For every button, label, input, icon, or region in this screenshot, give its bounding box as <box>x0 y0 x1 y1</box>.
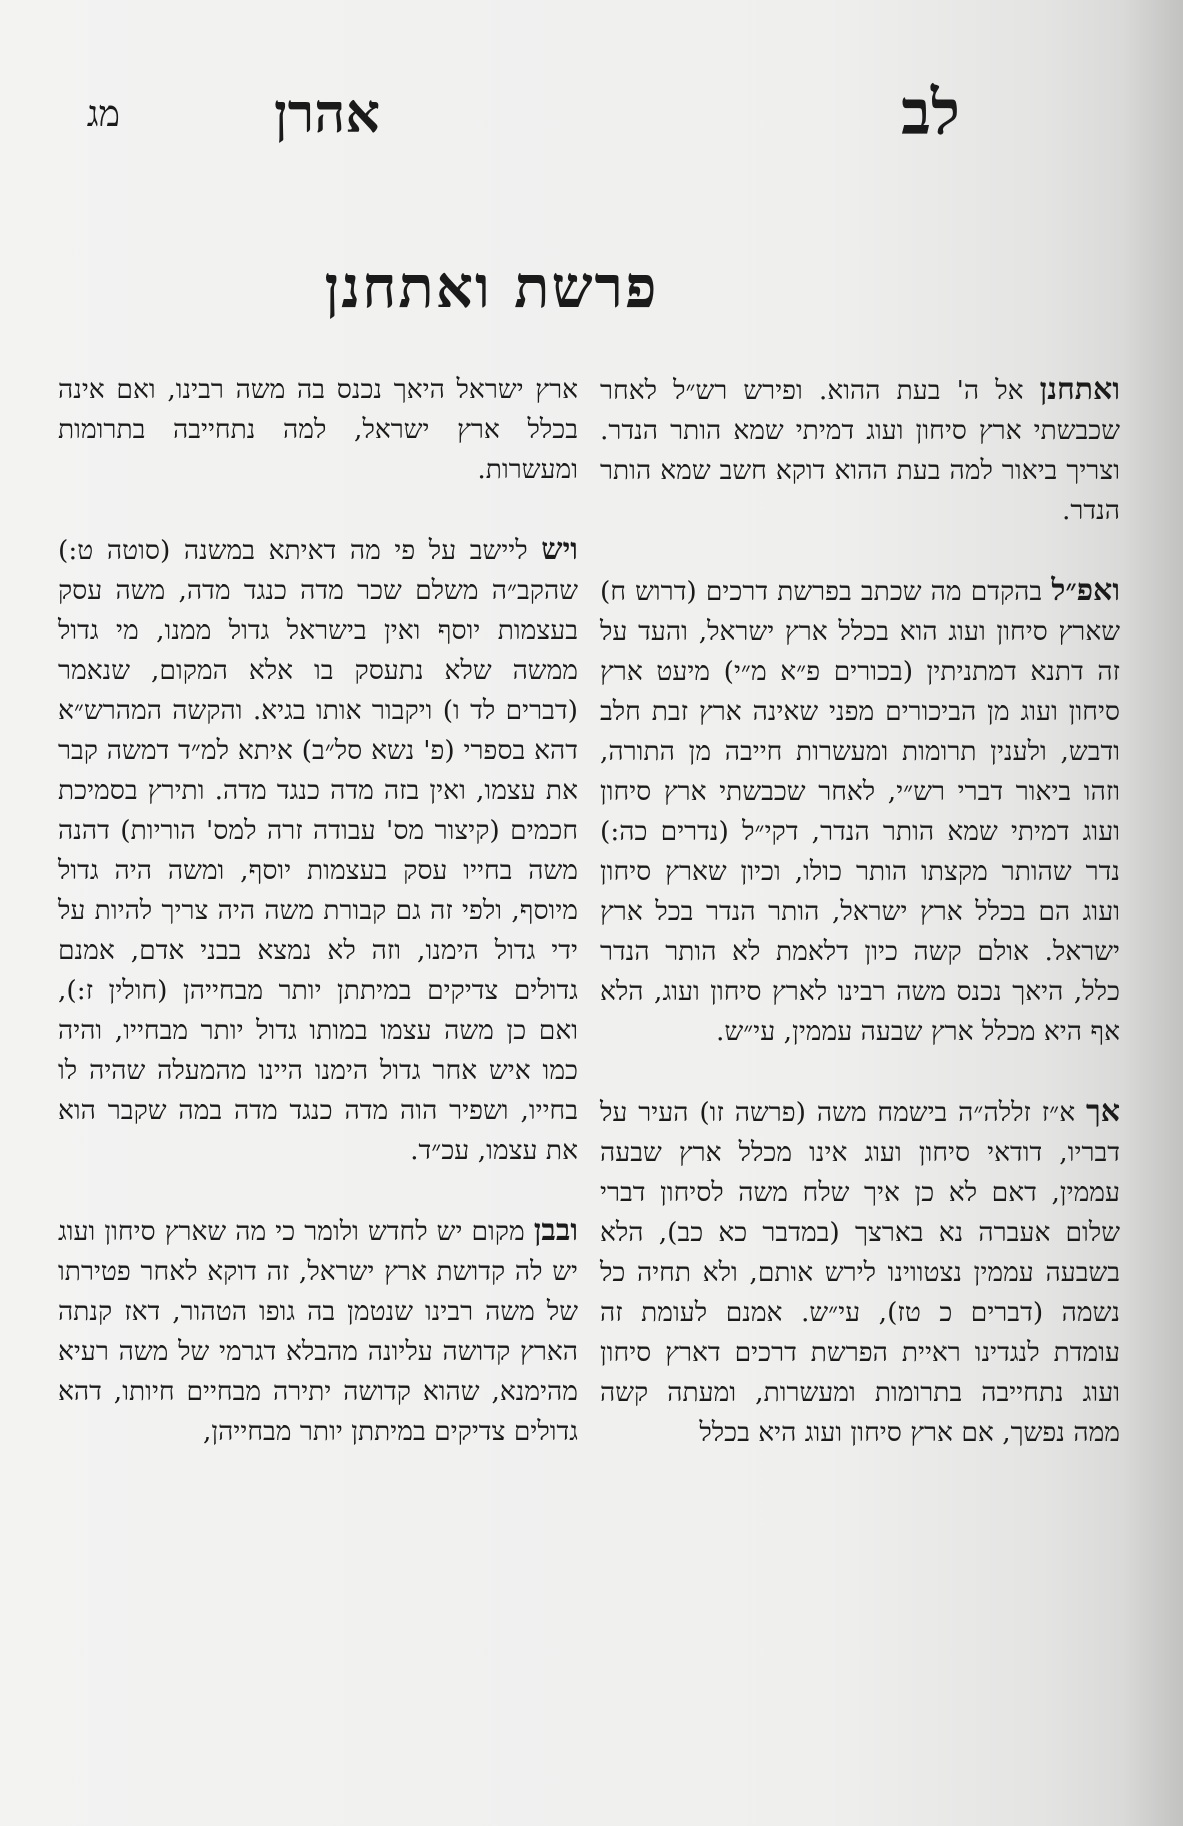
paragraph-lead-word: ואפ״ל <box>1051 573 1120 608</box>
paragraph-text: ארץ ישראל היאך נכנס בה משה רבינו, ואם אינה בכלל ארץ ישראל, למה נתחייבה בתרומות ומעשרות. <box>58 374 578 485</box>
page-number: מג <box>86 94 120 135</box>
paragraph <box>600 370 1120 531</box>
paragraph-lead-word: ובבן <box>533 1213 578 1248</box>
paragraph <box>58 370 578 490</box>
paragraph-text: ויש ליישב על פי מה דאיתא במשנה (סוטה ט:) שהקב״ה משלם שכר מדה כנגד מדה, משה עסק בעצמות יוסף ואין בישראל גדול ממנו, מי גדול ממשה שלא נתעסק בו אלא המקום, שנאמר (דברים לד ו) ויקבור אותו בגיא. והקשה המהרש״א דהא בספרי (פ' נשא סל״ב) איתא למ״ד דמשה קבר את עצמו, ואין בזה מדה כנגד מדה. ותירץ בסמיכת חכמים (קיצור מס' עבודה זרה למס' הוריות) דהנה משה בחייו עסק בעצמות יוסף, ומשה היה גדול מיוסף, ולפי זה גם קבורת משה היה צריך להיות על ידי גדול הימנו, וזה לא נמצא בבני אדם, אמנם גדולים צדיקים במיתתן יותר מבחייהן (חולין ז:), ואם כן משה עצמו במותו גדול יותר מבחייו, והיה כמו איש אחר גדול הימנו היינו מהמעלה שהיה לו בחייו, ושפיר הוה מדה כנגד מדה במה שקבר הוא את עצמו, עכ״ד. <box>58 532 578 1166</box>
right-text-column <box>600 370 1120 1493</box>
paragraph-text: אך א״ז זללה״ה בישמח משה (פרשה זו) העיר על דבריו, דודאי סיחון ועוג אינו מכלל ארץ שבעה עממין, דאם לא כן איך שלח משה לסיחון דברי שלום אעברה נא בארצך (במדבר כא כב), הלא בשבעה עממין נצטווינו לירש אותם, ולא תחיה כל נשמה (דברים כ טז), עי״ש. אמנם לעומת זה עומדת לנגדינו ראיית הפרשת דרכים דארץ סיחון ועוג נתחייבה בתרומות ומעשרות, ומעתה קשה ממה נפשך, אם ארץ סיחון ועוג היא בכלל <box>600 1094 1120 1448</box>
paragraph-lead-word: ואתחנן <box>1039 372 1120 407</box>
paragraph-text: ובבן מקום יש לחדש ולומר כי מה שארץ סיחון ועוג יש לה קדושת ארץ ישראל, זה דוקא לאחר פטירתו של משה רבינו שנטמן בה גופו הטהור, דאז קנתה הארץ קדושה עליונה מהבלא דגרמי של משה רעיא מהימנא, שהוא קדושה יתירה מבחיים חיותו, דהא גדולים צדיקים במיתתן יותר מבחייהן, <box>58 1213 578 1447</box>
paragraph-text: ואפ״ל בהקדם מה שכתב בפרשת דרכים (דרוש ח) שארץ סיחון ועוג הוא בכלל ארץ ישראל, והעד על זה דתנא דמתניתין (בכורים פ״א מ״י) מיעט ארץ סיחון ועוג מן הביכורים מפני שאינה ארץ זבת חלב ודבש, ולענין תרומות ומעשרות חייבה מן התורה, וזהו ביאור דברי רש״י, לאחר שכבשתי ארץ סיחון ועוג דמיתי שמא הותר הנדר, דקי״ל (נדרים כה:) נדר שהותר מקצתו הותר כולו, וכיון שארץ סיחון ועוג הם בכלל ארץ ישראל, הותר הנדר בכל ארץ ישראל. אולם קשה כיון דלאמת לא הותר הנדר כלל, היאך נכנס משה רבינו לארץ סיחון ועוג, הלא אף היא מכלל ארץ שבעה עממין, עי״ש. <box>600 573 1120 1047</box>
paragraph <box>600 571 1120 1052</box>
paragraph <box>600 1092 1120 1453</box>
header-book-title: לב <box>901 76 960 149</box>
paragraph <box>58 530 578 1171</box>
running-header <box>60 78 960 158</box>
page-gutter-shadow <box>1123 0 1183 1826</box>
section-title: פרשת ואתחנן <box>324 253 659 321</box>
paragraph-lead-word: אך <box>1086 1094 1120 1129</box>
paragraph <box>58 1211 578 1452</box>
header-author-name: אהרן <box>273 81 380 145</box>
left-text-column <box>58 370 578 1492</box>
paragraph-lead-word: ויש <box>541 532 578 567</box>
paragraph-text: ואתחנן אל ה' בעת ההוא. ופירש רש״ל לאחר שכבשתי ארץ סיחון ועוג דמיתי שמא הותר הנדר. וצריך ביאור למה בעת ההוא דוקא חשב שמא הותר הנדר. <box>600 372 1120 526</box>
